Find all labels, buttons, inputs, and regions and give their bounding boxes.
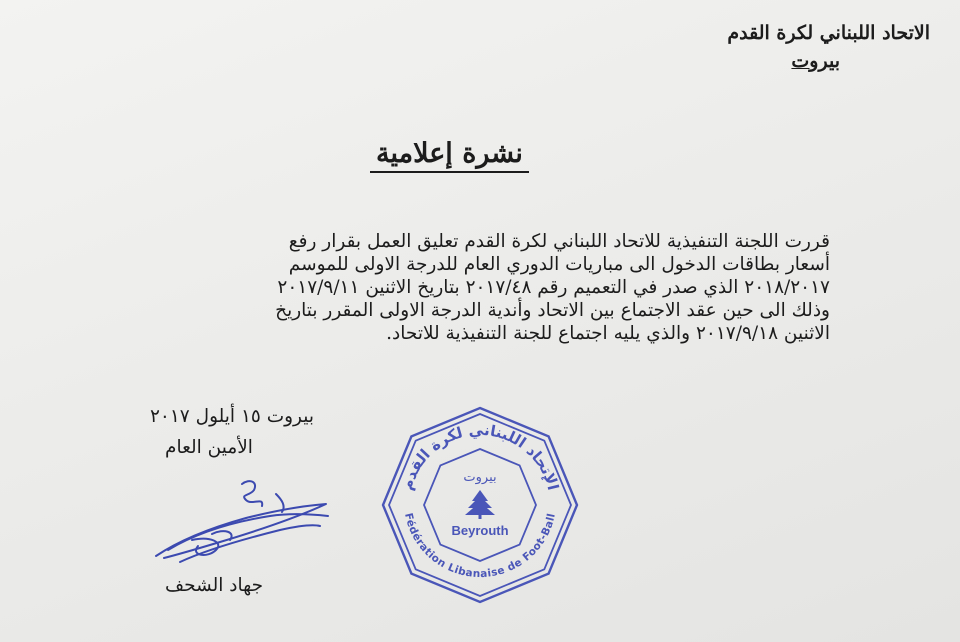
stamp-arabic-arc: الإتحاد اللبناني لكرة القدم — [397, 420, 563, 493]
handwritten-signature — [150, 470, 340, 570]
stamp-city-arabic: بيروت — [463, 470, 497, 485]
announcement-body — [120, 230, 830, 345]
stamp-city-french: Beyrouth — [451, 523, 509, 538]
organization-city: بيروت — [791, 50, 840, 72]
body-line: ٢٠١٨/٢٠١٧ الذي صدر في التعميم رقم ٢٠١٧/٤٨ بتاريخ الاثنين ٢٠١٧/٩/١١ — [277, 277, 830, 298]
body-line: أسعار بطاقات الدخول الى مباريات الدوري العام للدرجة الاولى للموسم — [288, 254, 830, 275]
document-title: نشرة إعلامية — [370, 138, 529, 173]
organization-name: الاتحاد اللبناني لكرة القدم — [727, 22, 930, 44]
signoff-date: بيروت ١٥ أيلول ٢٠١٧ — [150, 406, 314, 427]
signoff-role: الأمين العام — [165, 437, 253, 458]
stamp-french-arc: Fédération Libanaise de Foot-Ball — [402, 511, 558, 581]
body-line: وذلك الى حين عقد الاجتماع بين الاتحاد وأندية الدرجة الاولى المقرر بتاريخ — [275, 300, 830, 321]
federation-stamp — [380, 405, 580, 605]
cedar-icon — [465, 490, 495, 519]
body-line: قررت اللجنة التنفيذية للاتحاد اللبناني لكرة القدم تعليق العمل بقرار رفع — [288, 231, 830, 252]
signer-name: جهاد الشحف — [165, 575, 264, 596]
body-line: الاثنين ٢٠١٧/٩/١٨ والذي يليه اجتماع للجنة التنفيذية للاتحاد. — [386, 323, 830, 344]
